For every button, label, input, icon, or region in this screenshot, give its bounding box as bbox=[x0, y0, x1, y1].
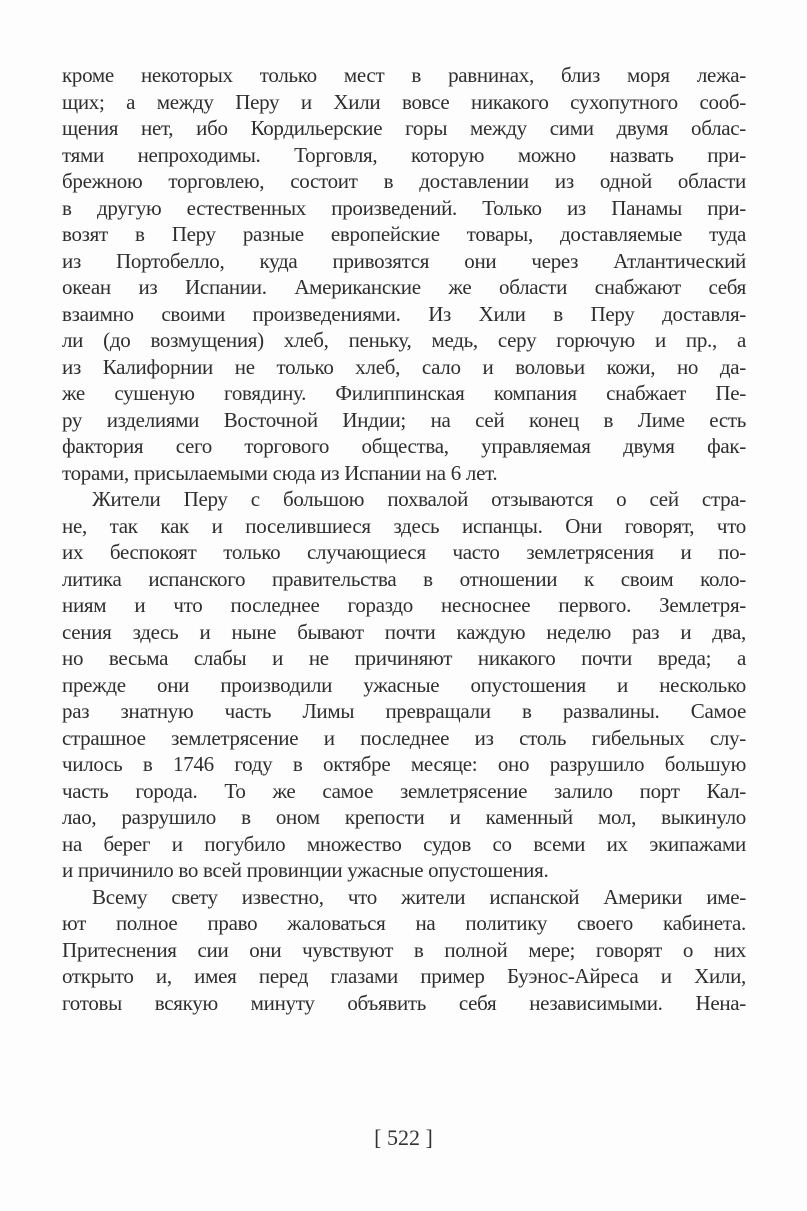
text-line: но весьма слабы и не причиняют никакого почти вреда; а bbox=[62, 646, 746, 670]
text-line: кроме некоторых только мест в равнинах, близ моря лежа- bbox=[62, 63, 746, 87]
text-line: ли (до возмущения) хлеб, пеньку, медь, серу горючую и пр., а bbox=[62, 328, 746, 352]
text-line: Всему свету известно, что жители испанской Америки име- bbox=[92, 884, 746, 909]
text-line: из Портобелло, куда привозятся они через Атлантический bbox=[62, 248, 746, 273]
text-line: океан из Испании. Американские же области снабжают себя bbox=[62, 275, 746, 299]
text-line: открыто и, имея перед глазами пример Буэнос-Айреса и Хили, bbox=[62, 964, 746, 988]
text-line: прежде они производили ужасные опустошения и несколько bbox=[62, 672, 746, 697]
text-line: ют полное право жаловаться на политику своего кабинета. bbox=[62, 911, 746, 935]
text-line: щения нет, ибо Кордильерские горы между сими двумя облас- bbox=[62, 116, 746, 140]
text-line: Жители Перу с большою похвалой отзываются о сей стра- bbox=[92, 487, 746, 511]
text-line: из Калифорнии не только хлеб, сало и воловьи кожи, но да- bbox=[62, 354, 746, 379]
text-line: на берег и погубило множество судов со всеми их экипажами bbox=[62, 831, 746, 856]
text-line: в другую естественных произведений. Только из Панамы при- bbox=[62, 195, 746, 220]
text-line: сения здесь и ныне бывают почти каждую неделю раз и два, bbox=[62, 619, 746, 644]
page-body-text bbox=[62, 62, 746, 1016]
text-line: возят в Перу разные европейские товары, доставляемые туда bbox=[62, 222, 746, 246]
text-line: страшное землетрясение и последнее из столь гибельных слу- bbox=[62, 725, 746, 750]
text-line: лао, разрушило в оном крепости и каменный мол, выкинуло bbox=[62, 805, 746, 829]
text-line: тями непроходимы. Торговля, которую можно назвать при- bbox=[62, 142, 746, 167]
text-line: взаимно своими произведениями. Из Хили в Перу доставля- bbox=[62, 301, 746, 326]
text-line: фактория сего торгового общества, управляемая двумя фак- bbox=[62, 434, 746, 458]
text-line: щих; а между Перу и Хили вовсе никакого сухопутного сооб- bbox=[62, 89, 746, 114]
text-line: брежною торговлею, состоит в доставлении из одной области bbox=[62, 169, 746, 193]
text-line: ру изделиями Восточной Индии; на сей конец в Лиме есть bbox=[62, 407, 746, 432]
page-number: [ 522 ] bbox=[374, 1125, 433, 1150]
text-line: ниям и что последнее гораздо несноснее первого. Землетря- bbox=[62, 593, 746, 617]
text-line: чилось в 1746 году в октябре месяце: оно разрушило большую bbox=[62, 752, 746, 776]
text-line: торами, присылаемыми сюда из Испании на 6 лет. bbox=[62, 460, 498, 485]
text-line: не, так как и поселившиеся здесь испанцы. Они говорят, что bbox=[62, 513, 746, 538]
text-line: их беспокоят только случающиеся часто землетрясения и по- bbox=[62, 540, 746, 564]
text-line: литика испанского правительства в отношении к своим коло- bbox=[62, 566, 746, 591]
text-line: готовы всякую минуту объявить себя независимыми. Нена- bbox=[62, 990, 746, 1015]
text-line: же сушеную говядину. Филиппинская компания снабжает Пе- bbox=[62, 381, 746, 405]
text-line: раз знатную часть Лимы превращали в развалины. Самое bbox=[62, 699, 746, 723]
text-line: Притеснения сии они чувствуют в полной мере; говорят о них bbox=[62, 937, 746, 962]
text-line: и причинило во всей провинции ужасные опустошения. bbox=[62, 858, 549, 882]
text-line: часть города. То же самое землетрясение залило порт Кал- bbox=[62, 778, 746, 803]
